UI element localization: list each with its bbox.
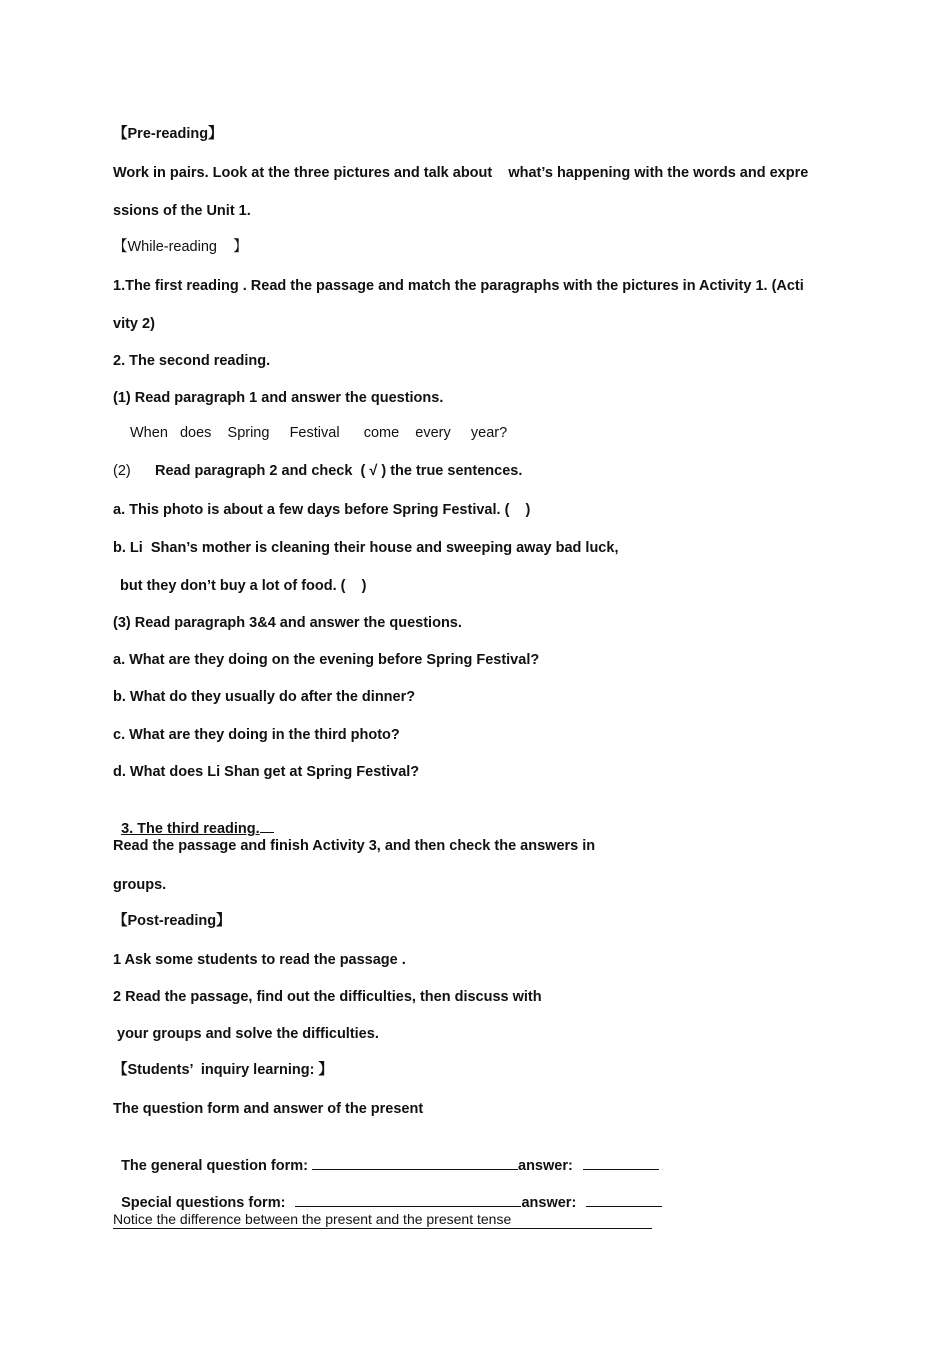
third-reading-label: 3. The third reading. <box>121 821 260 837</box>
question-2-a: a. This photo is about a few days before Spring Festival. ( ) <box>113 502 531 518</box>
inquiry-heading: 【Students’ inquiry learning: 】 <box>113 1062 333 1078</box>
question-2-b-line-1: b. Li Shan’s mother is cleaning their house and sweeping away bad luck, <box>113 540 619 556</box>
general-question-row <box>113 1137 659 1175</box>
third-reading-task-line-1: Read the passage and finish Activity 3, and then check the answers in <box>113 838 596 854</box>
general-question-label: The general question form: <box>121 1158 312 1174</box>
first-reading-line-2: vity 2) <box>113 316 155 332</box>
question-2-text: Read paragraph 2 and check ( √ ) the true sentences. <box>155 463 523 479</box>
pre-reading-task-line-2: ssions of the Unit 1. <box>113 203 251 219</box>
first-reading-line-1: 1.The first reading . Read the passage and match the paragraphs with the pictures in Activity 1. (Acti <box>113 278 804 294</box>
inquiry-intro: The question form and answer of the present <box>113 1101 424 1117</box>
special-answer-blank[interactable] <box>586 1192 662 1207</box>
question-2-b-line-2: but they don’t buy a lot of food. ( ) <box>120 578 367 594</box>
question-1-text: When does Spring Festival come every year? <box>130 425 508 441</box>
question-3: (3) Read paragraph 3&4 and answer the questions. <box>113 615 462 631</box>
post-reading-2-line-1: 2 Read the passage, find out the difficulties, then discuss with <box>113 989 542 1005</box>
question-3-a: a. What are they doing on the evening before Spring Festival? <box>113 652 540 668</box>
question-2-number: (2) <box>113 463 131 479</box>
while-reading-heading: 【While-reading 】 <box>113 239 248 255</box>
general-answer-blank[interactable] <box>583 1155 659 1170</box>
special-question-blank[interactable] <box>295 1192 521 1207</box>
post-reading-heading: 【Post-reading】 <box>113 913 231 929</box>
third-reading <box>113 800 274 838</box>
notice-line: Notice the difference between the present and the present tense <box>113 1210 652 1229</box>
special-question-row <box>113 1174 662 1212</box>
question-1: (1) Read paragraph 1 and answer the questions. <box>113 390 444 406</box>
second-reading: 2. The second reading. <box>113 353 271 369</box>
question-3-b: b. What do they usually do after the dinner? <box>113 689 416 705</box>
third-reading-underline <box>260 818 274 833</box>
pre-reading-heading: 【Pre-reading】 <box>113 126 223 142</box>
post-reading-2-line-2: your groups and solve the difficulties. <box>117 1026 379 1042</box>
special-question-label: Special questions form: <box>121 1195 290 1211</box>
question-3-d: d. What does Li Shan get at Spring Festival? <box>113 764 420 780</box>
general-answer-label: answer: <box>518 1158 577 1174</box>
special-answer-label: answer: <box>521 1195 581 1211</box>
third-reading-task-line-2: groups. <box>113 877 167 893</box>
post-reading-1: 1 Ask some students to read the passage . <box>113 952 406 968</box>
general-question-blank[interactable] <box>312 1155 518 1170</box>
pre-reading-task-line-1: Work in pairs. Look at the three pictures and talk about what’s happening with the words and expre <box>113 165 809 181</box>
question-3-c: c. What are they doing in the third photo? <box>113 727 400 743</box>
